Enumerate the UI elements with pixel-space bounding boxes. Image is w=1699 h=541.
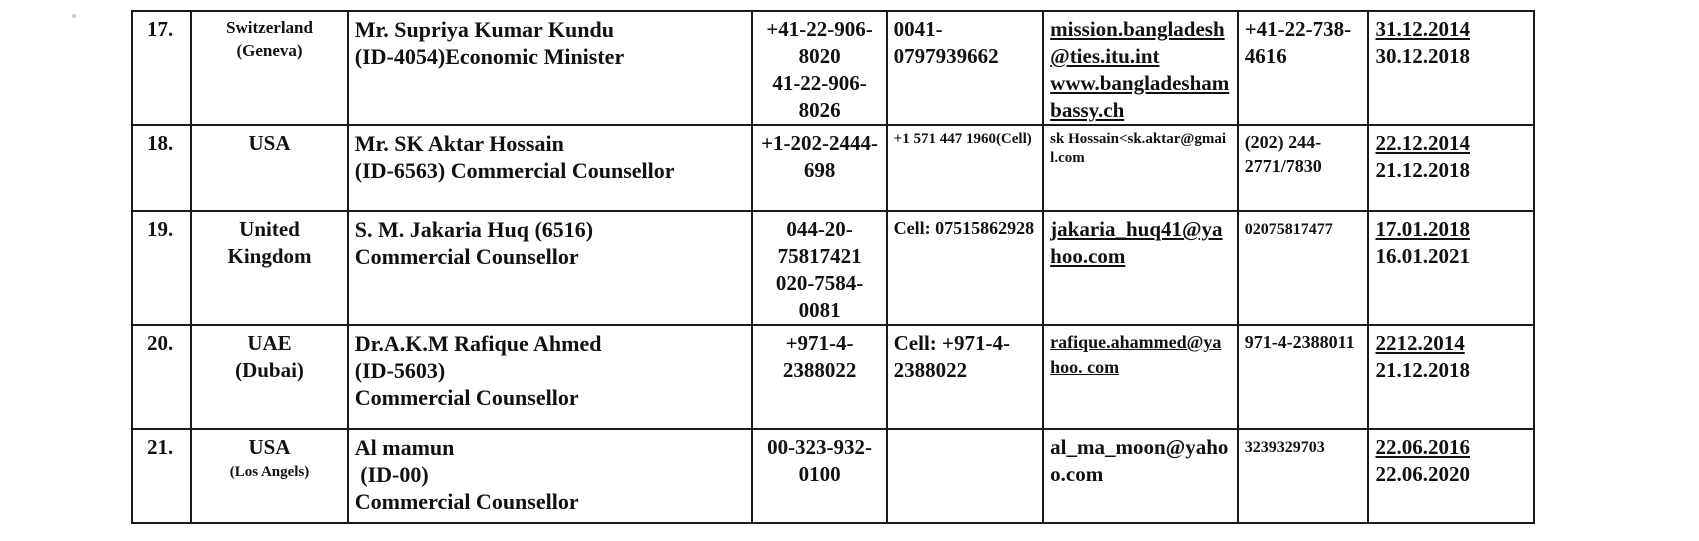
- phone-number: 044-20-75817421: [777, 217, 862, 268]
- country-city: (Dubai): [235, 358, 304, 382]
- country-cell: [191, 325, 348, 429]
- officer-name: Mr. SK Aktar Hossain: [354, 131, 564, 156]
- country-city: (Los Angels): [229, 464, 310, 480]
- tenure-start-date: 17.01.2018: [1375, 217, 1470, 241]
- serial-cell: [132, 325, 191, 429]
- phone-number: +971-4-2388022: [782, 331, 857, 382]
- officer-cell: [348, 325, 753, 429]
- phone-number: 41-22-906-8026: [772, 71, 867, 122]
- tenure-start-date: 22.12.2014: [1375, 131, 1470, 155]
- cell-phone: +1 571 447 1960(Cell): [893, 131, 1032, 147]
- email-address[interactable]: sk Hossain<sk.aktar@gmail.com: [1050, 131, 1227, 166]
- phone-number: 020-7584-0081: [775, 271, 864, 322]
- officer-name: Mr. Supriya Kumar Kundu: [354, 17, 614, 42]
- officer-id: (ID-00): [354, 462, 429, 487]
- country-cell: [191, 429, 348, 523]
- officer-designation: Commercial Counsellor: [354, 244, 579, 269]
- cell-phone-cell: [887, 325, 1044, 429]
- table-row: [132, 11, 1534, 125]
- fax-number: (202) 244-2771/7830: [1244, 132, 1322, 176]
- tenure-cell: [1368, 211, 1534, 325]
- phone-cell: [752, 325, 886, 429]
- cell-phone-cell: [887, 211, 1044, 325]
- fax-number: +41-22-738-4616: [1244, 17, 1352, 68]
- officer-cell: [348, 429, 753, 523]
- website-link[interactable]: www.bangladeshambassy.ch: [1050, 71, 1230, 122]
- officer-designation: Commercial Counsellor: [354, 385, 579, 410]
- phone-cell: [752, 211, 886, 325]
- email-address[interactable]: jakaria_huq41@yahoo.com: [1050, 217, 1223, 268]
- officer-name: S. M. Jakaria Huq (6516): [354, 217, 594, 242]
- country-name: USA: [248, 131, 291, 155]
- phone-number: 00-323-932-0100: [767, 435, 873, 486]
- country-name: Switzerland: [226, 18, 313, 37]
- table-row: [132, 429, 1534, 523]
- phone-number: +41-22-906-8020: [766, 17, 873, 68]
- officer-designation: Commercial Counsellor: [354, 489, 579, 514]
- commercial-officers-table: [131, 10, 1535, 524]
- cell-phone-cell: [887, 429, 1044, 523]
- fax-cell: [1238, 325, 1369, 429]
- officer-designation: (ID-4054)Economic Minister: [354, 44, 625, 69]
- tenure-start-date: 22.06.2016: [1375, 435, 1470, 459]
- cell-phone: 0041-0797939662: [893, 17, 999, 68]
- tenure-end-date: 30.12.2018: [1375, 44, 1470, 68]
- officer-name: Al mamun: [354, 435, 455, 460]
- officer-cell: [348, 11, 753, 125]
- table-row: [132, 125, 1534, 211]
- email-cell: [1043, 11, 1238, 125]
- tenure-start-date: 31.12.2014: [1375, 17, 1470, 41]
- serial-number: 19.: [147, 217, 174, 241]
- tenure-cell: [1368, 11, 1534, 125]
- cell-phone-cell: [887, 125, 1044, 211]
- country-cell: [191, 211, 348, 325]
- table-row: [132, 325, 1534, 429]
- serial-cell: [132, 211, 191, 325]
- serial-cell: [132, 125, 191, 211]
- officer-cell: [348, 211, 753, 325]
- tenure-end-date: 21.12.2018: [1375, 358, 1470, 382]
- fax-cell: [1238, 125, 1369, 211]
- email-address[interactable]: rafique.ahammed@yahoo. com: [1050, 332, 1222, 377]
- fax-cell: [1238, 11, 1369, 125]
- officer-name: Dr.A.K.M Rafique Ahmed: [354, 331, 602, 356]
- tenure-start-date: 2212.2014: [1375, 331, 1465, 355]
- country-cell: [191, 125, 348, 211]
- scan-speck: [72, 14, 76, 18]
- tenure-end-date: 16.01.2021: [1375, 244, 1470, 268]
- fax-cell: [1238, 429, 1369, 523]
- serial-number: 20.: [147, 331, 174, 355]
- phone-cell: [752, 125, 886, 211]
- country-name: UAE: [247, 331, 292, 355]
- tenure-cell: [1368, 125, 1534, 211]
- cell-phone-cell: [887, 11, 1044, 125]
- tenure-end-date: 21.12.2018: [1375, 158, 1470, 182]
- phone-cell: [752, 429, 886, 523]
- country-cell: [191, 11, 348, 125]
- email-cell: [1043, 325, 1238, 429]
- fax-number: 971-4-2388011: [1244, 332, 1355, 352]
- serial-cell: [132, 11, 191, 125]
- officer-cell: [348, 125, 753, 211]
- phone-number: +1-202-2444-698: [761, 131, 879, 182]
- serial-number: 17.: [147, 17, 174, 41]
- country-name: USA: [248, 435, 291, 459]
- serial-number: 18.: [147, 131, 174, 155]
- tenure-end-date: 22.06.2020: [1375, 462, 1470, 486]
- table-row: [132, 211, 1534, 325]
- email-address[interactable]: mission.bangladesh@ties.itu.int: [1050, 17, 1225, 68]
- email-cell: [1043, 211, 1238, 325]
- fax-cell: [1238, 211, 1369, 325]
- cell-phone: Cell: +971-4-2388022: [893, 331, 1010, 382]
- fax-number: 02075817477: [1244, 221, 1333, 238]
- serial-cell: [132, 429, 191, 523]
- country-city: (Geneva): [236, 41, 303, 60]
- tenure-cell: [1368, 429, 1534, 523]
- fax-number: 3239329703: [1244, 439, 1325, 456]
- officer-id: (ID-5603): [354, 358, 446, 383]
- officer-designation: (ID-6563) Commercial Counsellor: [354, 158, 675, 183]
- email-address[interactable]: al_ma_moon@yahoo.com: [1050, 435, 1229, 486]
- phone-cell: [752, 11, 886, 125]
- tenure-cell: [1368, 325, 1534, 429]
- email-cell: [1043, 429, 1238, 523]
- serial-number: 21.: [147, 435, 174, 459]
- cell-phone: Cell: 07515862928: [893, 218, 1035, 238]
- country-name: United Kingdom: [227, 217, 312, 268]
- email-cell: [1043, 125, 1238, 211]
